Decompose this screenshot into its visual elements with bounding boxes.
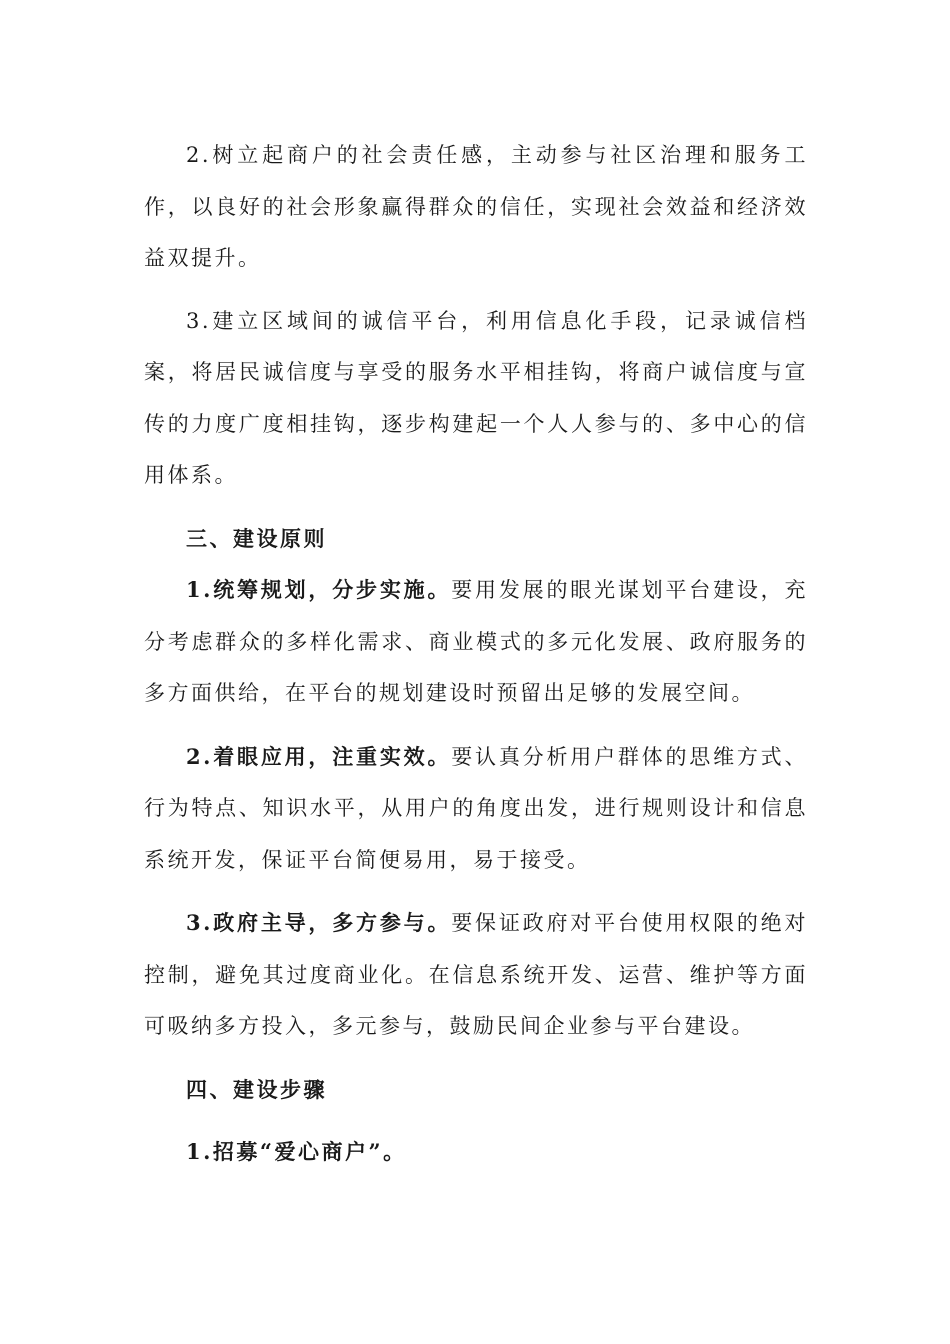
principle-lead: 3.政府主导，多方参与。 [186,910,452,935]
principle-lead: 1.统筹规划，分步实施。 [186,577,452,602]
principle-overall-planning [144,564,808,720]
principle-lead: 2.着眼应用，注重实效。 [186,743,452,769]
principle-application-focus [144,731,808,887]
principle-text: 要用发展的眼光谋划平台建设，充分考虑群众的多样化需求、商业模式的多元化发展、政府服务的多方面供给，在平台的规划建设时预留出足够的发展空间。 [144,578,808,705]
paragraph-text: 2.树立起商户的社会责任感，主动参与社区治理和服务工作，以良好的社会形象赢得群众的信任，实现社会效益和经济效益双提升。 [144,143,808,270]
paragraph-merchant-responsibility [144,130,808,285]
principle-text: 要保证政府对平台使用权限的绝对控制，避免其过度商业化。在信息系统开发、运营、维护等方面可吸纳多方投入，多元参与，鼓励民间企业参与平台建设。 [144,911,808,1038]
step-recruit-merchants: 1.招募“爱心商户”。 [186,1139,407,1164]
section-heading-steps: 四、建设步骤 [186,1076,327,1102]
principle-text: 要认真分析用户群体的思维方式、行为特点、知识水平，从用户的角度出发，进行规则设计和信息系统开发，保证平台简便易用，易于接受。 [144,744,808,872]
section-heading-principles: 三、建设原则 [186,525,327,551]
paragraph-integrity-platform [144,296,808,502]
paragraph-text: 3.建立区域间的诚信平台，利用信息化手段，记录诚信档案，将居民诚信度与享受的服务水平相挂钩，将商户诚信度与宣传的力度广度相挂钩，逐步构建起一个人人参与的、多中心的信用体系。 [144,308,808,487]
principle-government-led [144,897,808,1053]
document-page [144,130,808,1178]
